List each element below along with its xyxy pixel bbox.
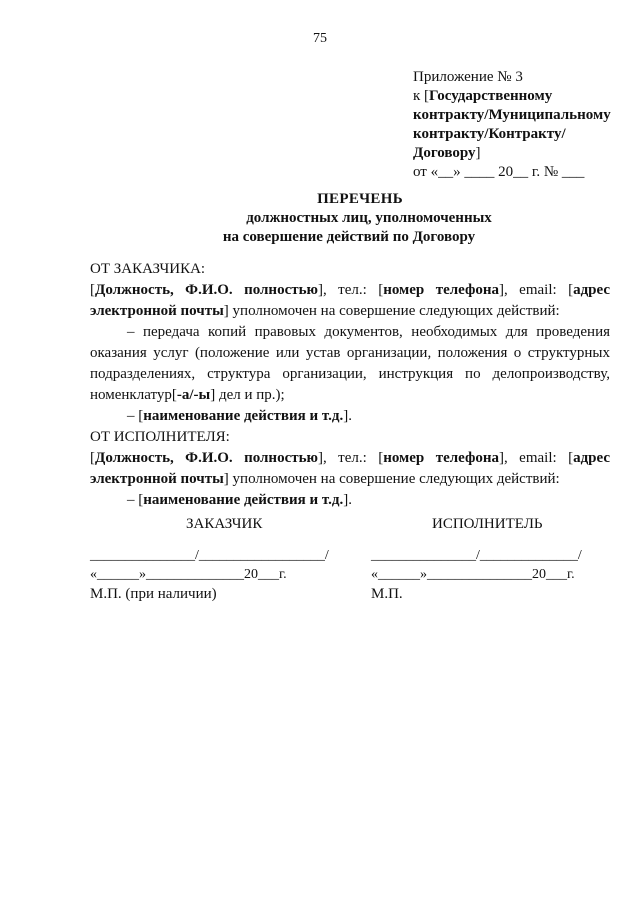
customer-action-1: – передача копий правовых документов, необходимых для проведения оказания услуг (положение или устав организации, положения о структурных подразделениях, структура организации, инструкция по делопроизводству, номенклатур[-а/-ы] дел и пр.); [90, 324, 610, 403]
appendix-line-6: от «__» ____ 20__ г. № ___ [413, 164, 585, 180]
contractor-heading: ОТ ИСПОЛНИТЕЛЯ: [90, 429, 230, 445]
appendix-line-5: Договору] [413, 145, 481, 161]
page-number: 75 [313, 31, 327, 46]
contractor-date-line: «______»_______________20___г. [371, 567, 575, 582]
customer-stamp: М.П. (при наличии) [90, 586, 217, 602]
customer-date-line: «______»______________20___г. [90, 567, 287, 582]
customer-signature-title: ЗАКАЗЧИК [186, 516, 263, 532]
appendix-line-2: к [Государственному [413, 88, 553, 104]
document-subtitle-1: должностных лиц, уполномоченных [246, 210, 492, 226]
contractor-sign-line: _______________/______________/ [371, 548, 582, 563]
document-title: ПЕРЕЧЕНЬ [317, 191, 403, 207]
contractor-stamp: М.П. [371, 586, 403, 602]
customer-sign-line: _______________/__________________/ [90, 548, 329, 563]
appendix-line-4: контракту/Контракту/ [413, 126, 566, 142]
appendix-line-1: Приложение № 3 [413, 69, 523, 85]
contractor-signature-title: ИСПОЛНИТЕЛЬ [432, 516, 543, 532]
customer-heading: ОТ ЗАКАЗЧИКА: [90, 261, 206, 277]
document-subtitle-2: на совершение действий по Договору [222, 229, 476, 245]
customer-action-2: – [наименование действия и т.д.]. [127, 408, 352, 424]
appendix-block [413, 68, 611, 182]
contractor-action-1: – [наименование действия и т.д.]. [127, 492, 352, 508]
customer-person: [Должность, Ф.И.О. полностью], тел.: [номер телефона], email: [адрес электронной почты] уполномочен на совершение следующих действий: [90, 282, 610, 319]
contractor-person: [Должность, Ф.И.О. полностью], тел.: [номер телефона], email: [адрес электронной почты] уполномочен на совершение следующих действий: [90, 450, 610, 487]
appendix-line-3: контракту/Муниципальному [413, 107, 611, 123]
